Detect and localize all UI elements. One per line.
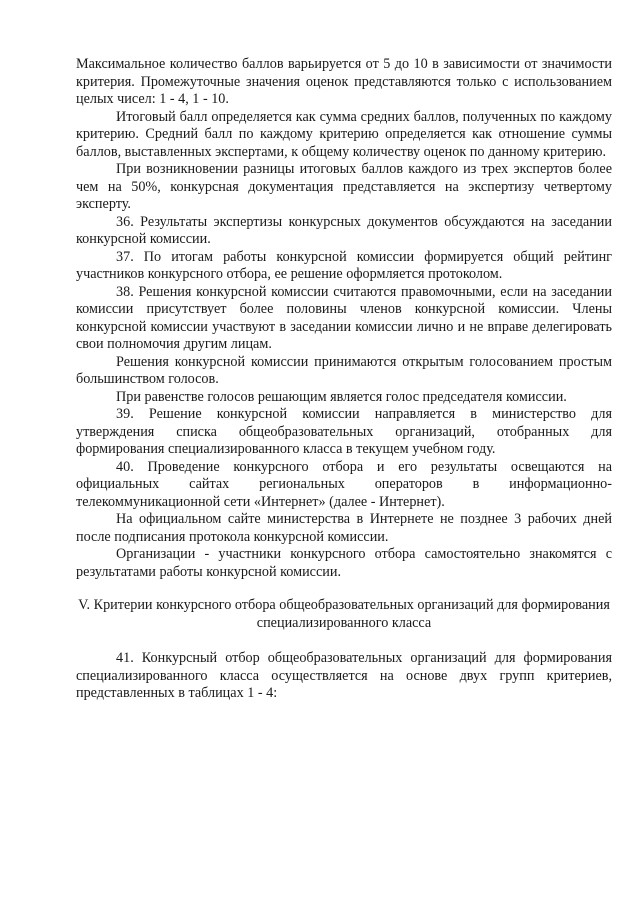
paragraph-fourth-expert: При возникновении разницы итоговых баллов каждого из трех экспертов более чем на 50%, конкурсная документация представляется на экспертизу четвертому эксперту. — [76, 161, 612, 212]
paragraph-participants: Организации - участники конкурсного отбора самостоятельно знакомятся с результатами работы конкурсной комиссии. — [76, 546, 612, 580]
paragraph-item-37: 37. По итогам работы конкурсной комиссии формируется общий рейтинг участников конкурсного отбора, ее решение оформляется протоколом. — [76, 248, 612, 282]
paragraph-item-39: 39. Решение конкурсной комиссии направляется в министерство для утверждения списка общеобразовательных организаций, отобранных для формирования специализированного класса в текущем учебном году. — [76, 406, 612, 457]
paragraph-item-41: 41. Конкурсный отбор общеобразовательных организаций для формирования специализированного класса осуществляется на основе двух групп критериев, представленных в таблицах 1 - 4: — [76, 650, 612, 701]
paragraph-total-score: Итоговый балл определяется как сумма средних баллов, полученных по каждому критерию. Средний балл по каждому критерию определяется как отношение суммы баллов, выставленных экспертами, к общему количеству оценок по данному критерию. — [76, 108, 612, 160]
paragraph-open-voting: Решения конкурсной комиссии принимаются открытым голосованием простым большинством голосов. — [76, 353, 612, 387]
paragraph-item-38: 38. Решения конкурсной комиссии считаются правомочными, если на заседании комиссии присутствует более половины членов конкурсной комиссии. Члены конкурсной комиссии участвуют в заседании комиссии лично и не вправе делегировать свои полномочия другим лицам. — [76, 283, 612, 352]
paragraph-item-36: 36. Результаты экспертизы конкурсных документов обсуждаются на заседании конкурсной комиссии. — [76, 213, 612, 247]
paragraph-item-40: 40. Проведение конкурсного отбора и его результаты освещаются на официальных сайтах региональных операторов в информационно-телекоммуникационной сети «Интернет» (далее - Интернет). — [76, 458, 612, 510]
paragraph-official-site: На официальном сайте министерства в Интернете не позднее 3 рабочих дней после подписания протокола конкурсной комиссии. — [76, 511, 612, 545]
paragraph-equal-votes: При равенстве голосов решающим является голос председателя комиссии. — [116, 388, 567, 405]
paragraph-max-score: Максимальное количество баллов варьируется от 5 до 10 в зависимости от значимости критерия. Промежуточные значения оценок представляются только с использованием целых чисел: 1 - 4, 1 - 10. — [76, 56, 612, 107]
section-heading: V. Критерии конкурсного отбора общеобразовательных организаций для формирования специализированного класса — [78, 597, 610, 631]
document-page — [76, 56, 612, 703]
